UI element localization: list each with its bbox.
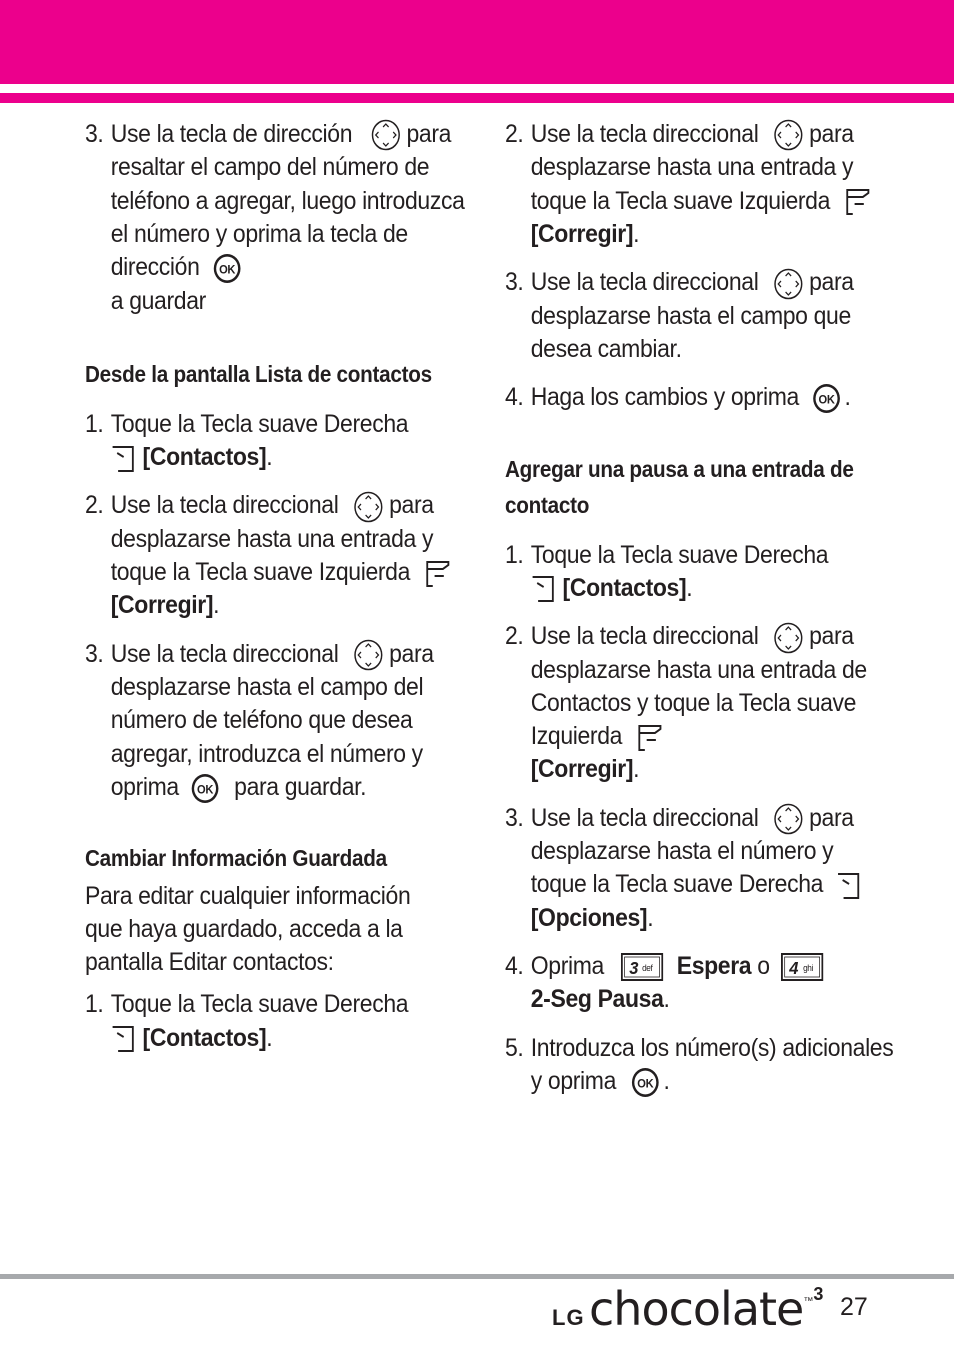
logo-lg-text: LG xyxy=(552,1305,585,1330)
key-4-icon xyxy=(781,953,823,981)
list-item xyxy=(505,381,894,414)
bold-label: Espera xyxy=(676,952,752,981)
bold-label: [Contactos] xyxy=(562,573,687,602)
punctuation: . xyxy=(266,1023,273,1052)
punctuation: . xyxy=(844,383,851,412)
item-number: 3. xyxy=(85,639,104,668)
svg-text:4: 4 xyxy=(789,957,798,979)
item-text: Use la tecla direccional xyxy=(530,120,759,148)
section-heading: Agregar una pausa a una entrada de contacto xyxy=(505,455,854,518)
item-number: 4. xyxy=(505,952,524,981)
ok-key-icon xyxy=(631,1067,660,1098)
logo-version: 3 xyxy=(813,1284,824,1304)
directional-key-icon xyxy=(354,639,383,671)
ok-key-icon xyxy=(190,773,219,804)
svg-text:3: 3 xyxy=(629,957,639,979)
directional-key-icon xyxy=(354,491,383,523)
item-number: 1. xyxy=(85,409,104,438)
right-column xyxy=(505,118,894,1098)
list-item xyxy=(505,266,894,366)
item-text: para desplazarse hasta el campo del número de teléfono que desea agregar, introduzca el número y oprima xyxy=(110,639,434,802)
item-text: para desplazarse hasta el número y toque la Tecla suave Derecha xyxy=(530,803,854,899)
bold-label: [Corregir] xyxy=(110,591,214,620)
item-text: Use la tecla direccional xyxy=(530,803,759,832)
punctuation: . xyxy=(633,755,640,784)
item-number: 3. xyxy=(505,803,524,832)
logo-trademark: ™ xyxy=(803,1296,814,1307)
item-number: 1. xyxy=(85,990,104,1019)
item-number: 3. xyxy=(505,268,524,297)
item-text: Use la tecla direccional xyxy=(530,268,759,297)
list-item xyxy=(505,950,894,1017)
lg-chocolate-logo xyxy=(552,1282,824,1336)
paragraph: Para editar cualquier información que haya guardado, acceda a la pantalla Editar contactos: xyxy=(85,882,411,977)
svg-text:ghi: ghi xyxy=(802,963,813,974)
list-item xyxy=(505,118,894,251)
item-text: para desplazarse hasta una entrada de Contactos y toque la Tecla suave Izquierda xyxy=(530,622,867,751)
item-number: 2. xyxy=(85,491,104,520)
bold-label: [Opciones] xyxy=(530,903,648,932)
item-number: 1. xyxy=(505,540,524,569)
page-number: 27 xyxy=(840,1293,868,1321)
header-magenta-bar xyxy=(0,0,954,84)
list-item xyxy=(505,539,894,606)
header-magenta-stripe xyxy=(0,93,954,103)
bold-label: [Contactos] xyxy=(142,1023,267,1052)
item-number: 3. xyxy=(85,120,104,148)
item-number: 5. xyxy=(505,1033,524,1062)
item-number: 2. xyxy=(505,120,524,148)
list-item xyxy=(85,638,474,805)
item-text: o xyxy=(757,952,770,981)
item-text: para desplazarse hasta una entrada y toque la Tecla suave Izquierda xyxy=(530,120,854,215)
directional-key-icon xyxy=(774,622,803,654)
right-soft-key-icon xyxy=(111,1025,137,1053)
item-text: Toque la Tecla suave Derecha xyxy=(110,409,409,438)
item-text: para guardar. xyxy=(234,773,367,802)
punctuation: . xyxy=(686,573,693,602)
item-text: Toque la Tecla suave Derecha xyxy=(110,990,409,1019)
punctuation: . xyxy=(266,443,273,472)
item-text: para resaltar el campo del número de teléfono a agregar, luego introduzca el número y oprima la tecla de dirección xyxy=(110,120,465,282)
list-item xyxy=(85,118,474,318)
bold-label: [Corregir] xyxy=(530,755,634,784)
list-item xyxy=(85,988,474,1055)
directional-key-icon xyxy=(774,803,803,835)
item-number: 2. xyxy=(505,622,524,651)
list-item xyxy=(85,489,474,622)
directional-key-icon xyxy=(371,119,400,151)
punctuation: . xyxy=(633,219,640,248)
section-heading: Desde la pantalla Lista de contactos xyxy=(85,360,432,387)
list-item xyxy=(505,1032,894,1099)
ok-key-icon xyxy=(812,383,841,414)
list-item xyxy=(505,620,894,787)
right-soft-key-icon xyxy=(531,575,557,603)
bold-label: 2-Seg Pausa xyxy=(530,985,664,1014)
item-text: Use la tecla de dirección xyxy=(110,120,353,148)
left-soft-key-icon xyxy=(845,188,871,216)
list-item xyxy=(85,408,474,475)
left-soft-key-icon xyxy=(637,724,663,752)
right-soft-key-icon xyxy=(111,445,137,473)
bold-label: [Contactos] xyxy=(142,443,267,472)
svg-text:def: def xyxy=(642,963,653,974)
section-heading: Cambiar Información Guardada xyxy=(85,845,387,872)
item-text: Haga los cambios y oprima xyxy=(530,383,799,412)
punctuation: . xyxy=(647,903,654,932)
item-text: para desplazarse hasta una entrada y toque la Tecla suave Izquierda xyxy=(110,491,434,587)
directional-key-icon xyxy=(774,119,803,151)
item-text: a guardar xyxy=(110,286,206,315)
left-soft-key-icon xyxy=(425,560,451,588)
punctuation: . xyxy=(213,591,220,620)
left-column xyxy=(85,118,465,1055)
right-soft-key-icon xyxy=(836,872,862,900)
item-text: Use la tecla direccional xyxy=(110,639,339,668)
key-3-icon xyxy=(621,953,663,981)
footer-rule xyxy=(0,1274,954,1279)
item-text: Toque la Tecla suave Derecha xyxy=(530,540,829,569)
item-text: Use la tecla direccional xyxy=(530,622,759,651)
item-text: Use la tecla direccional xyxy=(110,491,339,520)
directional-key-icon xyxy=(774,268,803,300)
item-text: para desplazarse hasta el campo que desea cambiar. xyxy=(530,268,854,363)
item-text: Introduzca los número(s) adicionales y oprima xyxy=(530,1033,894,1095)
item-text: Oprima xyxy=(530,952,604,981)
bold-label: [Corregir] xyxy=(530,219,634,248)
punctuation: . xyxy=(663,1066,670,1095)
logo-chocolate-text: chocolate xyxy=(589,1282,804,1336)
list-item xyxy=(505,802,894,935)
item-number: 4. xyxy=(505,383,524,412)
punctuation: . xyxy=(663,985,670,1014)
ok-key-icon xyxy=(213,253,242,284)
